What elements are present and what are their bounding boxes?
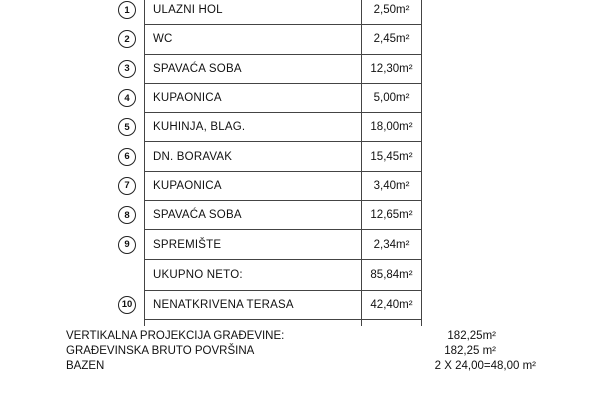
table-row bbox=[124, 25, 421, 54]
summary-row bbox=[66, 360, 536, 375]
room-area: 12,65m² bbox=[370, 209, 413, 222]
summary-label: VERTIKALNA PROJEKCIJA GRAĐEVINE: bbox=[66, 330, 285, 342]
table-row bbox=[124, 201, 421, 230]
summary-value: 2 X 24,00=48,00 m² bbox=[434, 360, 536, 372]
room-name: SPAVAĆA SOBA bbox=[153, 62, 242, 75]
room-number-badge: 7 bbox=[118, 177, 136, 195]
summary-value: 182,25m² bbox=[447, 330, 496, 342]
room-name: KUHINJA, BLAG. bbox=[153, 121, 246, 134]
room-area: 5,00m² bbox=[373, 92, 410, 105]
table-row bbox=[124, 142, 421, 171]
room-number-badge: 3 bbox=[118, 60, 136, 78]
room-number-badge: 9 bbox=[118, 236, 136, 254]
terrace-row bbox=[121, 291, 421, 320]
summary-row bbox=[66, 330, 536, 345]
total-label: UKUPNO NETO: bbox=[153, 268, 243, 281]
room-area: 3,40m² bbox=[373, 179, 410, 192]
room-area: 15,45m² bbox=[370, 150, 413, 163]
terrace-area: 42,40m² bbox=[370, 298, 413, 311]
building-summary bbox=[66, 330, 536, 375]
summary-value: 182,25 m² bbox=[444, 345, 496, 357]
room-number-badge: 4 bbox=[118, 89, 136, 107]
summary-label: BAZEN bbox=[66, 360, 105, 372]
table-row bbox=[124, 55, 421, 84]
room-name: SPREMIŠTE bbox=[153, 238, 222, 251]
terrace-name: NENATKRIVENA TERASA bbox=[153, 298, 294, 311]
room-area: 2,50m² bbox=[373, 4, 410, 17]
room-area: 2,45m² bbox=[373, 33, 410, 46]
room-name: ULAZNI HOL bbox=[153, 4, 223, 17]
table-row bbox=[124, 113, 421, 142]
total-area: 85,84m² bbox=[370, 268, 413, 281]
total-net-row bbox=[145, 260, 421, 291]
summary-label: GRAĐEVINSKA BRUTO POVRŠINA bbox=[66, 345, 255, 357]
table-row bbox=[124, 84, 421, 113]
table-row bbox=[124, 172, 421, 201]
room-name: KUPAONICA bbox=[153, 179, 222, 192]
room-number-badge: 8 bbox=[118, 206, 136, 224]
room-name: DN. BORAVAK bbox=[153, 150, 233, 163]
room-number-badge: 1 bbox=[118, 1, 136, 19]
room-area: 18,00m² bbox=[370, 121, 413, 134]
table-row bbox=[124, 0, 421, 25]
room-number-badge: 2 bbox=[118, 30, 136, 48]
room-area: 2,34m² bbox=[373, 238, 410, 251]
room-name: SPAVAĆA SOBA bbox=[153, 209, 242, 222]
room-number-badge: 6 bbox=[118, 148, 136, 166]
room-area-table bbox=[121, 0, 422, 326]
table-row bbox=[124, 230, 421, 259]
room-area: 12,30m² bbox=[370, 62, 413, 75]
room-number-badge: 5 bbox=[118, 118, 136, 136]
room-number-badge: 10 bbox=[118, 296, 136, 314]
room-name: KUPAONICA bbox=[153, 92, 222, 105]
room-name: WC bbox=[153, 33, 173, 46]
table-bottom-spacer bbox=[145, 320, 421, 326]
summary-row bbox=[66, 345, 536, 360]
